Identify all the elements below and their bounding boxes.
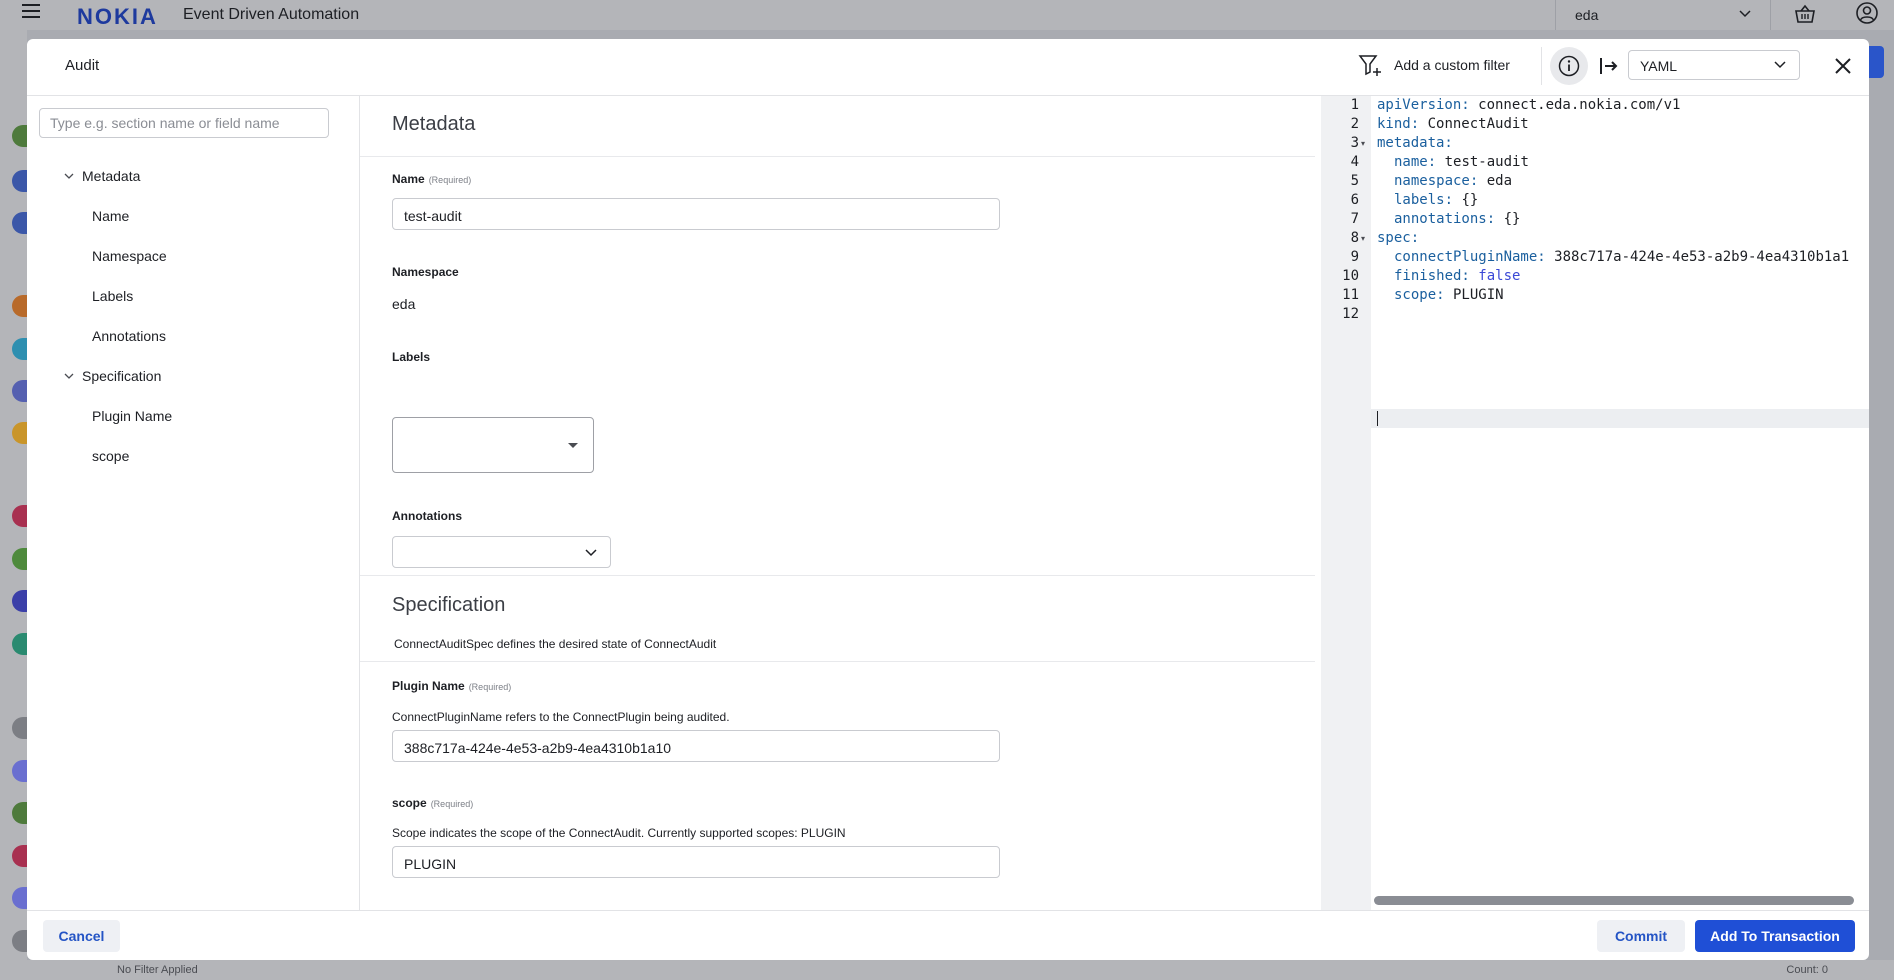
name-input[interactable]: test-audit — [392, 198, 1000, 230]
code-line — [1377, 135, 1453, 151]
labels-select[interactable] — [392, 417, 594, 473]
modal-header — [27, 39, 1869, 96]
required-indicator: (Required) — [468, 682, 512, 692]
yaml-value: eda — [1478, 173, 1513, 189]
labels-field-label: Labels — [392, 350, 431, 364]
yaml-value: {} — [1453, 192, 1479, 208]
dropdown-arrow-icon — [568, 443, 578, 448]
yaml-key: connectPluginName: — [1394, 249, 1546, 265]
sidebar-app-icon[interactable] — [12, 125, 28, 147]
audit-modal — [27, 39, 1869, 960]
code-line — [1394, 192, 1478, 208]
nav-item-labels[interactable]: Labels — [92, 288, 134, 304]
yaml-value: false — [1469, 268, 1521, 284]
format-select[interactable] — [1628, 50, 1800, 80]
scope-description: Scope indicates the scope of the ConnectAudit. Currently supported scopes: PLUGIN — [392, 826, 846, 840]
yaml-value: {} — [1495, 211, 1521, 227]
form-pane — [360, 96, 1315, 910]
yaml-key: metadata: — [1377, 135, 1453, 151]
yaml-key: finished: — [1394, 268, 1470, 284]
yaml-value: PLUGIN — [1444, 287, 1504, 303]
specification-description: ConnectAuditSpec defines the desired state of ConnectAudit — [394, 637, 717, 651]
fold-toggle-icon[interactable]: ▾ — [1361, 234, 1366, 243]
code-line — [1377, 97, 1680, 113]
line-number: 11 — [1342, 287, 1359, 303]
divider — [360, 661, 1315, 662]
app-header — [0, 0, 1894, 30]
plugin-name-description: ConnectPluginName refers to the ConnectPlugin being audited. — [392, 710, 730, 724]
metadata-section-title: Metadata — [392, 113, 476, 135]
chevron-down-icon — [584, 545, 598, 559]
commit-button[interactable]: Commit — [1597, 920, 1685, 952]
current-line-highlight — [1371, 409, 1869, 428]
plugin-name-field-label: Plugin Name (Required) — [392, 679, 512, 693]
sidebar-app-icon[interactable] — [12, 887, 28, 909]
specification-section-title: Specification — [392, 594, 506, 616]
name-field-label: Name (Required) — [392, 172, 472, 186]
hamburger-menu-icon[interactable] — [22, 4, 40, 18]
nokia-logo: NOKIA — [77, 4, 158, 29]
nav-group-specification[interactable]: Specification — [82, 368, 162, 384]
modal-title: Audit — [65, 57, 100, 74]
chevron-down-icon — [1738, 6, 1752, 20]
line-number: 1 — [1350, 97, 1359, 113]
filter-add-icon — [1358, 53, 1382, 77]
namespace-select[interactable] — [1555, 0, 1771, 30]
yaml-key: spec: — [1377, 230, 1420, 246]
line-number: 7 — [1350, 211, 1359, 227]
sidebar-app-icon[interactable] — [12, 422, 28, 444]
format-select-value: YAML — [1640, 58, 1678, 74]
yaml-value: connect.eda.nokia.com/v1 — [1469, 97, 1681, 113]
namespace-field-label: Namespace — [392, 265, 459, 279]
line-number: 3 — [1350, 135, 1359, 151]
close-icon[interactable] — [1832, 55, 1854, 77]
line-number: 6 — [1350, 192, 1359, 208]
namespace-value: eda — [392, 296, 416, 312]
background-status-bar — [0, 960, 1894, 980]
sidebar-app-icon[interactable] — [12, 505, 28, 527]
info-icon — [1558, 55, 1580, 77]
annotations-select[interactable] — [392, 536, 611, 568]
sidebar-app-icon[interactable] — [12, 170, 28, 192]
code-line — [1377, 116, 1529, 132]
chevron-down-icon — [1773, 57, 1787, 71]
field-navigator — [27, 96, 360, 910]
chevron-down-icon[interactable] — [64, 171, 74, 181]
yaml-value: 388c717a-424e-4e53-a2b9-4ea4310b1a1 — [1545, 249, 1850, 265]
background-primary-button[interactable] — [1867, 46, 1884, 78]
divider — [360, 156, 1315, 157]
sidebar-app-icon[interactable] — [12, 590, 28, 612]
scope-input[interactable]: PLUGIN — [392, 846, 1000, 878]
nav-item-plugin-name[interactable]: Plugin Name — [92, 408, 173, 424]
code-line — [1377, 230, 1419, 246]
sidebar-app-icon[interactable] — [12, 212, 28, 234]
line-number: 5 — [1350, 173, 1359, 189]
yaml-key: name: — [1394, 154, 1437, 170]
text-cursor — [1377, 411, 1378, 426]
nav-item-name[interactable]: Name — [92, 208, 130, 224]
sidebar-app-icon[interactable] — [12, 380, 28, 402]
basket-icon[interactable] — [1794, 4, 1816, 24]
code-line — [1394, 249, 1849, 265]
chevron-down-icon[interactable] — [64, 371, 74, 381]
yaml-key: labels: — [1394, 192, 1454, 208]
required-indicator: (Required) — [430, 799, 474, 809]
line-number: 2 — [1350, 116, 1359, 132]
nav-item-namespace[interactable]: Namespace — [92, 248, 167, 264]
field-search-input[interactable] — [39, 108, 329, 138]
modal-footer — [27, 910, 1869, 960]
background-sidebar — [0, 30, 27, 980]
sidebar-app-icon[interactable] — [12, 338, 28, 360]
line-number: 4 — [1350, 154, 1359, 170]
nav-group-metadata[interactable]: Metadata — [82, 168, 141, 184]
info-button[interactable] — [1550, 47, 1588, 85]
yaml-key: scope: — [1394, 287, 1445, 303]
word-wrap-icon[interactable] — [1597, 54, 1621, 78]
yaml-editor[interactable] — [1321, 96, 1869, 910]
app-title: Event Driven Automation — [183, 6, 360, 23]
nav-item-annotations[interactable]: Annotations — [92, 328, 166, 344]
add-custom-filter-button[interactable] — [1358, 51, 1510, 79]
yaml-key: kind: — [1377, 116, 1420, 132]
row-count: Count: 0 — [1786, 964, 1828, 976]
line-number: 10 — [1342, 268, 1359, 284]
nav-item-scope[interactable]: scope — [92, 448, 130, 464]
line-number: 8 — [1350, 230, 1359, 246]
filter-status: No Filter Applied — [117, 964, 198, 976]
add-custom-filter-label: Add a custom filter — [1394, 57, 1510, 73]
divider — [1541, 47, 1542, 85]
code-line — [1394, 211, 1520, 227]
annotations-field-label: Annotations — [392, 509, 462, 523]
yaml-key: annotations: — [1394, 211, 1496, 227]
sidebar-app-icon[interactable] — [12, 633, 28, 655]
required-indicator: (Required) — [428, 175, 472, 185]
editor-horizontal-scrollbar[interactable] — [1374, 896, 1854, 905]
code-line — [1394, 154, 1529, 170]
sidebar-app-icon[interactable] — [12, 295, 28, 317]
code-line — [1394, 268, 1520, 284]
code-line — [1394, 173, 1512, 189]
sidebar-app-icon[interactable] — [12, 845, 28, 867]
line-number: 12 — [1342, 306, 1359, 322]
account-icon[interactable] — [1856, 2, 1878, 24]
yaml-key: apiVersion: — [1377, 97, 1470, 113]
sidebar-app-icon[interactable] — [12, 717, 28, 739]
sidebar-app-icon[interactable] — [12, 802, 28, 824]
namespace-select-value: eda — [1575, 7, 1599, 23]
yaml-value: test-audit — [1436, 154, 1529, 170]
yaml-value: ConnectAudit — [1419, 116, 1529, 132]
scope-field-label: scope (Required) — [392, 796, 474, 810]
sidebar-app-icon[interactable] — [12, 930, 28, 952]
sidebar-app-icon[interactable] — [12, 760, 28, 782]
cancel-button[interactable]: Cancel — [43, 920, 120, 952]
sidebar-app-icon[interactable] — [12, 548, 28, 570]
add-to-transaction-button[interactable]: Add To Transaction — [1695, 920, 1855, 952]
code-line — [1394, 287, 1504, 303]
line-number: 9 — [1350, 249, 1359, 265]
fold-toggle-icon[interactable]: ▾ — [1361, 139, 1366, 148]
plugin-name-input[interactable]: 388c717a-424e-4e53-a2b9-4ea4310b1a10 — [392, 730, 1000, 762]
yaml-key: namespace: — [1394, 173, 1479, 189]
divider — [360, 575, 1315, 576]
